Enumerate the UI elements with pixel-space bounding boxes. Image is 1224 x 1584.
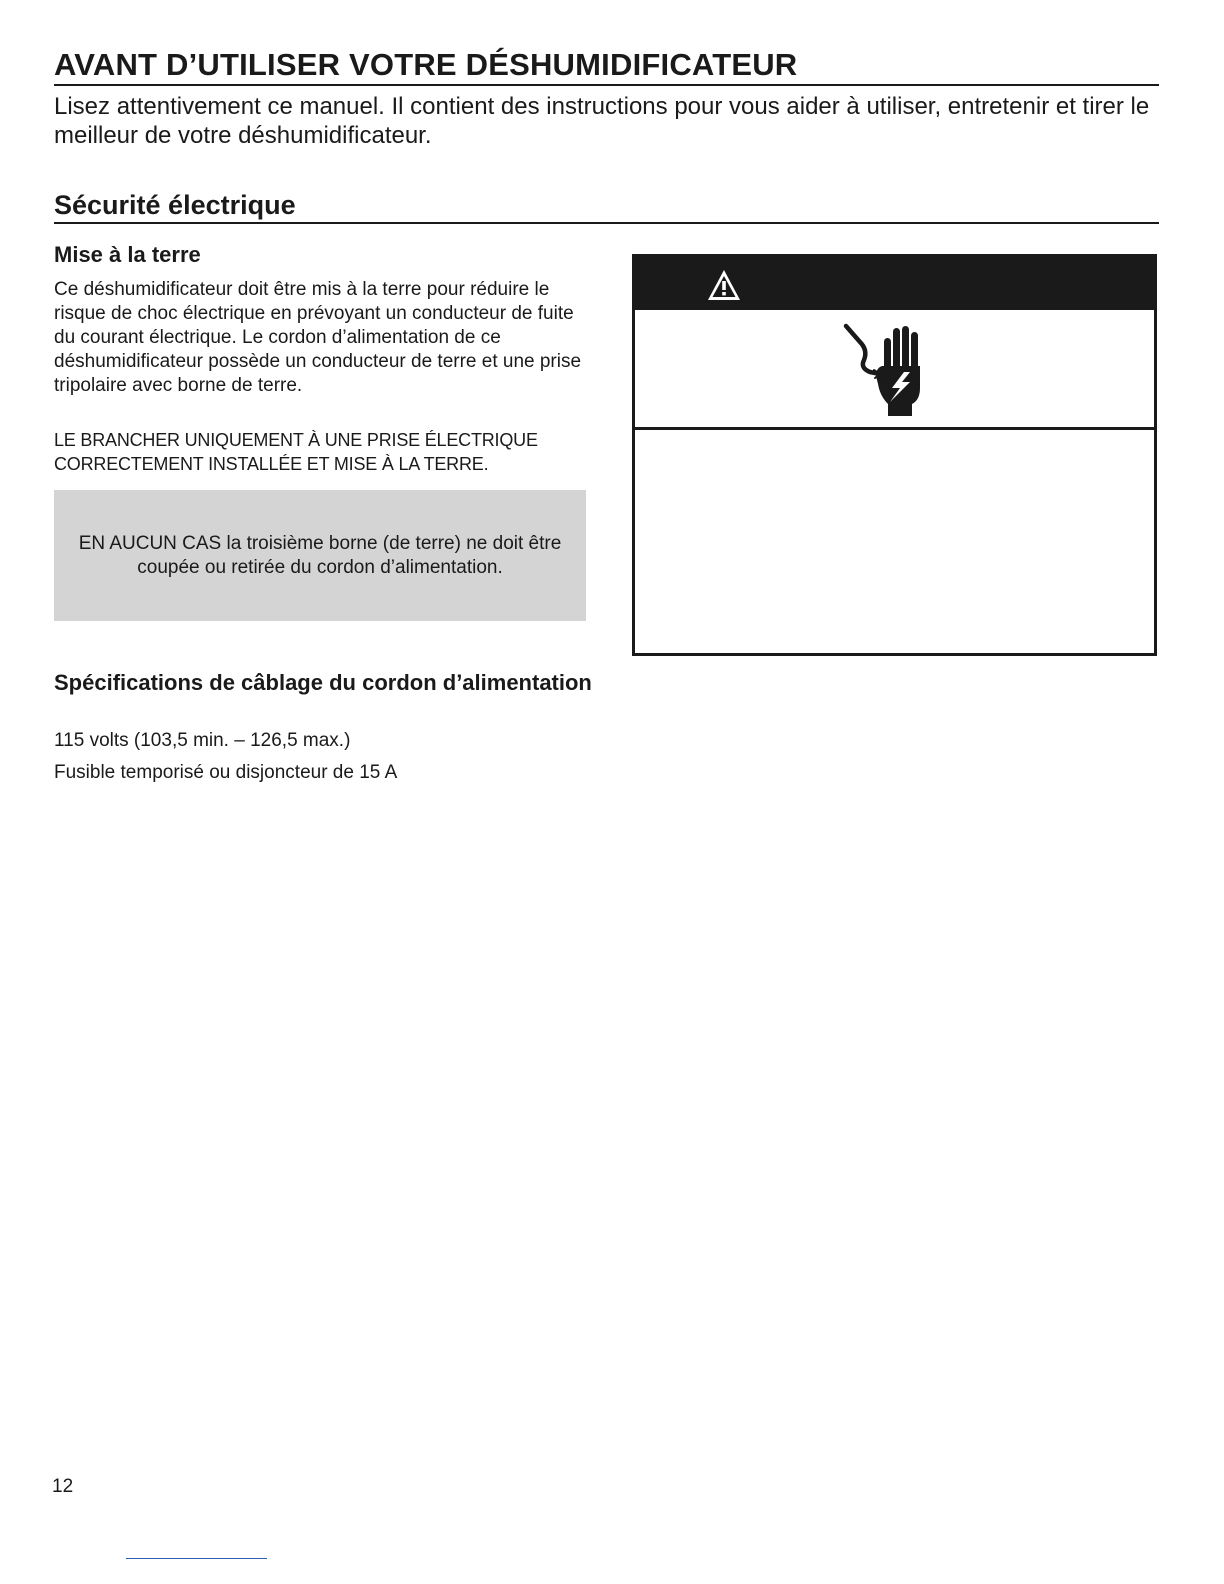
- page-title: AVANT D’UTILISER VOTRE DÉSHUMIDIFICATEUR: [54, 46, 1159, 86]
- page-number: 12: [52, 1476, 74, 1497]
- grounding-note-box: [54, 490, 586, 621]
- wiring-voltage: 115 volts (103,5 min. – 126,5 max.): [54, 730, 351, 751]
- grounding-paragraph: Ce déshumidificateur doit être mis à la terre pour réduire le risque de choc électrique en prévoyant un conducteur de fuite du courant électrique. Le cordon d’alimentation de ce déshumidificateur possède un conducteur de terre et une prise tripolaire avec borne de terre.: [54, 279, 582, 396]
- warning-triangle-icon: [707, 269, 741, 301]
- intro-paragraph: Lisez attentivement ce manuel. Il contient des instructions pour vous aider à utiliser, entretenir et tirer le meilleur de votre déshumidificateur.: [54, 93, 1150, 149]
- grounding-heading: Mise à la terre: [54, 242, 201, 267]
- wiring-specifications-heading: Spécifications de câblage du cordon d’alimentation: [54, 670, 592, 695]
- warning-header: [635, 257, 1154, 310]
- grounding-instruction: LE BRANCHER UNIQUEMENT À UNE PRISE ÉLECTRIQUE CORRECTEMENT INSTALLÉE ET MISE À LA TERRE.: [54, 430, 538, 474]
- wiring-fuse: Fusible temporisé ou disjoncteur de 15 A: [54, 762, 398, 783]
- warning-box: [632, 254, 1157, 656]
- grounding-note-text: EN AUCUN CAS la troisième borne (de terre) ne doit être coupée ou retirée du cordon d’alimentation.: [78, 532, 562, 578]
- warning-symbol-row: [635, 310, 1154, 430]
- section-title-electrical-safety: Sécurité électrique: [54, 188, 1159, 224]
- electric-shock-hand-icon: [840, 320, 940, 420]
- footer-rule: [126, 1558, 267, 1559]
